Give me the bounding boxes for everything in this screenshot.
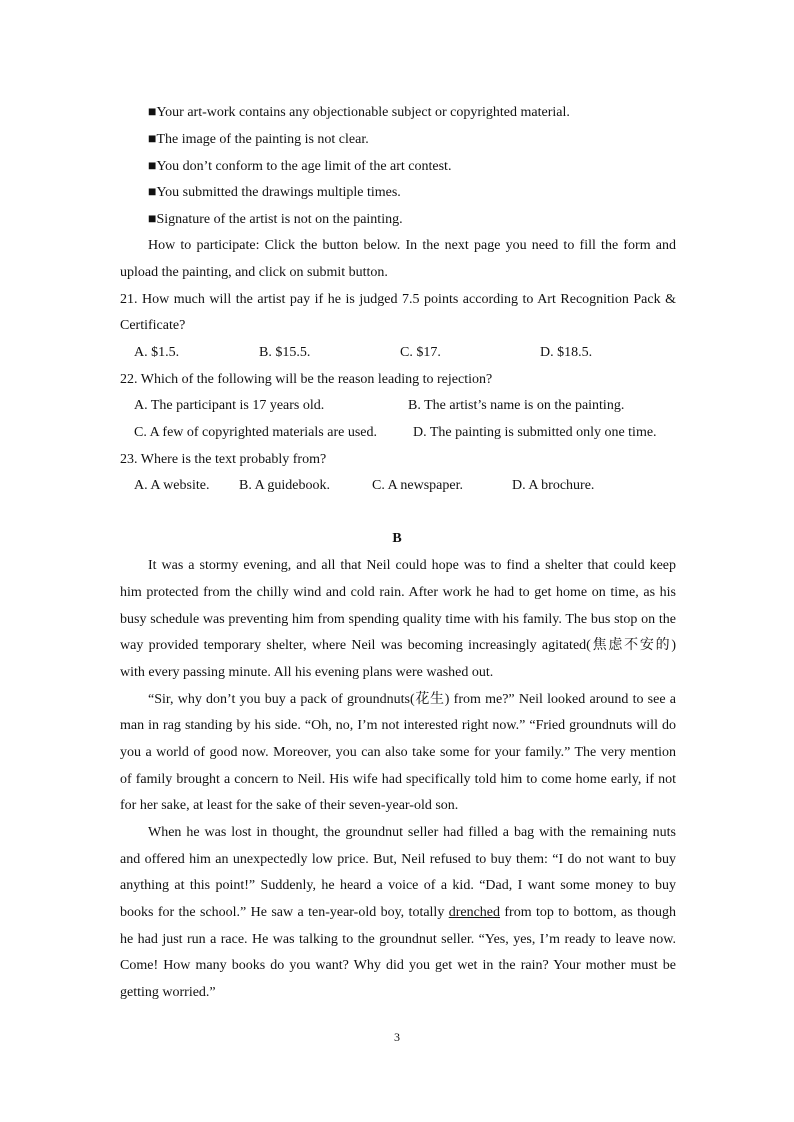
how-to-line-1: How to participate: Click the button below. In the next page you need to fill the form and [148,238,676,253]
para2-line-3: you a world of good now. Moreover, you can also take some for your family.” The very mention [120,745,676,760]
how-to-line-2: upload the painting, and click on submit button. [120,265,388,280]
q22-option-d: D. The painting is submitted only one time. [413,425,657,440]
q23-option-d: D. A brochure. [512,478,595,493]
q22-option-a: A. The participant is 17 years old. [134,398,325,413]
q22-option-b: B. The artist’s name is on the painting. [408,398,625,413]
para1-line-2: him protected from the chilly wind and cold rain. After work he had to get home on time, as his [120,585,676,600]
q21-option-a: A. $1.5. [134,345,180,360]
para2-line-2: man in rag standing by his side. “Oh, no, I’m not interested right now.” “Fried groundnuts will do [120,718,676,733]
q21-option-b: B. $15.5. [259,345,311,360]
q21-option-c: C. $17. [400,345,441,360]
para3-line-4-start: books for the school.” He saw a ten-year-old boy, totally [120,905,449,920]
para2-line-1: “Sir, why don’t you buy a pack of groundnuts(花生) from me?” Neil looked around to see a [148,692,676,707]
rejection-reason-4: ■You submitted the drawings multiple times. [148,185,401,200]
rejection-reason-5: ■Signature of the artist is not on the painting. [148,212,403,227]
para3-line-5: he had just run a race. He was talking to the groundnut seller. “Yes, yes, I’m ready to leave now. [120,932,676,947]
q23-option-c: C. A newspaper. [372,478,463,493]
section-b-heading: B [392,531,402,546]
para1-line-4: way provided temporary shelter, where Neil was becoming increasingly agitated(焦虑不安的) [120,638,676,653]
para2-line-4: of family brought a concern to Neil. His wife had specifically told him to come home early, if not [120,772,676,787]
underlined-word-drenched: drenched [448,905,501,920]
para3-line-4-end: from top to bottom, as though [500,905,676,920]
question-21-line-1: 21. How much will the artist pay if he is judged 7.5 points according to Art Recognition Pack & [120,292,676,307]
para1-line-1: It was a stormy evening, and all that Neil could hope was to find a shelter that could keep [148,558,676,573]
q22-option-c: C. A few of copyrighted materials are used. [134,425,377,440]
question-22: 22. Which of the following will be the reason leading to rejection? [120,372,493,387]
rejection-reason-1: ■Your art-work contains any objectionable subject or copyrighted material. [148,105,570,120]
page-number: 3 [394,1030,400,1044]
para3-line-1: When he was lost in thought, the groundnut seller had filled a bag with the remaining nuts [148,825,676,840]
para3-line-4 [120,904,676,922]
para2-line-5: for her sake, at least for the sake of their seven-year-old son. [120,798,459,813]
para3-line-6: Come! How many books do you want? Why did you get wet in the rain? Your mother must be [120,958,676,973]
para1-line-3: busy schedule was preventing him from spending quality time with his family. The bus stop on the [120,612,676,627]
para3-line-7: getting worried.” [120,985,216,1000]
question-23: 23. Where is the text probably from? [120,452,327,467]
question-21-line-2: Certificate? [120,318,186,333]
rejection-reason-2: ■The image of the painting is not clear. [148,132,369,147]
q21-option-d: D. $18.5. [540,345,593,360]
para1-line-5: with every passing minute. All his evening plans were washed out. [120,665,494,680]
q23-option-a: A. A website. [134,478,210,493]
para3-line-3: anything at this point!” Suddenly, he heard a voice of a kid. “Dad, I want some money to buy [120,878,676,893]
rejection-reason-3: ■You don’t conform to the age limit of the art contest. [148,159,452,174]
q23-option-b: B. A guidebook. [239,478,331,493]
para3-line-2: and offered him an unexpectedly low price. But, Neil refused to buy them: “I do not want to buy [120,852,676,867]
